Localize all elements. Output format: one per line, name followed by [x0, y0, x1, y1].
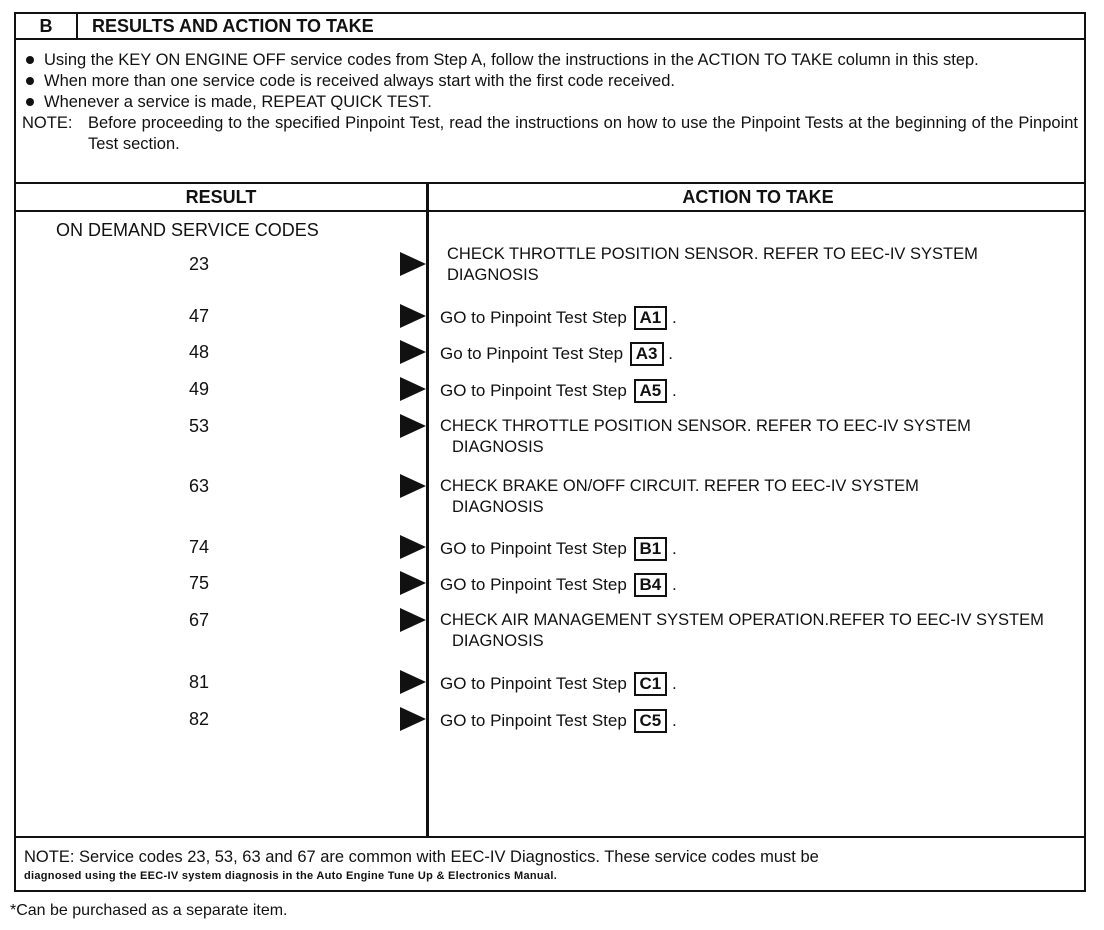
- action-prefix: GO to Pinpoint Test Step: [440, 381, 627, 400]
- instruction-bullet: Whenever a service is made, REPEAT QUICK TEST.: [22, 92, 1078, 113]
- instruction-bullet: When more than one service code is received always start with the first code received.: [22, 71, 1078, 92]
- pinpoint-step-ref[interactable]: C5: [634, 709, 668, 733]
- arrow-right-icon: [400, 670, 426, 694]
- results-table: [14, 12, 1086, 892]
- action-prefix: GO to Pinpoint Test Step: [440, 674, 627, 693]
- action-suffix: .: [672, 711, 677, 730]
- arrow-right-icon: [400, 414, 426, 438]
- action-text: [440, 537, 1080, 561]
- arrow-right-icon: [400, 707, 426, 731]
- bottom-note-line-2: diagnosed using the EEC-IV system diagnosis in the Auto Engine Tune Up & Electronics Manual.: [24, 870, 558, 882]
- table-header: [16, 14, 1084, 40]
- pinpoint-step-ref[interactable]: A5: [634, 379, 668, 403]
- arrow-right-icon: [400, 535, 426, 559]
- service-code: 75: [188, 573, 210, 593]
- action-line-1: CHECK AIR MANAGEMENT SYSTEM OPERATION.REFER TO EEC-IV SYSTEM: [440, 611, 1044, 629]
- pinpoint-step-ref[interactable]: C1: [634, 672, 668, 696]
- action-line-1: CHECK THROTTLE POSITION SENSOR. REFER TO EEC-IV SYSTEM: [447, 245, 978, 263]
- action-column-header: ACTION TO TAKE: [682, 187, 834, 207]
- service-code: 23: [188, 254, 210, 274]
- section-title: RESULTS AND ACTION TO TAKE: [92, 16, 374, 36]
- note-label: NOTE:: [22, 114, 73, 132]
- action-prefix: GO to Pinpoint Test Step: [440, 711, 627, 730]
- action-line-1: CHECK THROTTLE POSITION SENSOR. REFER TO EEC-IV SYSTEM: [440, 417, 971, 435]
- action-line-1: CHECK BRAKE ON/OFF CIRCUIT. REFER TO EEC-IV SYSTEM: [440, 477, 919, 495]
- service-code: 63: [188, 476, 210, 496]
- action-line-2: DIAGNOSIS: [447, 266, 539, 284]
- action-text: [440, 379, 1080, 403]
- note-text: Before proceeding to the specified Pinpoint Test, read the instructions on how to use the Pinpoint Tests at the beginning of the Pinpoint Test section.: [88, 114, 1078, 153]
- service-code: 48: [188, 342, 210, 362]
- service-code: 47: [188, 306, 210, 326]
- service-code: 67: [188, 610, 210, 630]
- action-line-2: DIAGNOSIS: [452, 632, 544, 650]
- action-text: [440, 342, 1080, 366]
- pinpoint-step-ref[interactable]: B4: [634, 573, 668, 597]
- table-body: [16, 212, 1084, 836]
- action-text: [440, 476, 1080, 518]
- action-text: [440, 416, 1080, 458]
- action-text: [440, 709, 1080, 733]
- arrow-right-icon: [400, 608, 426, 632]
- action-prefix: Go to Pinpoint Test Step: [440, 344, 624, 363]
- action-text: [440, 573, 1080, 597]
- action-text: [440, 672, 1080, 696]
- action-suffix: .: [672, 539, 677, 558]
- action-suffix: .: [672, 575, 677, 594]
- bottom-note: [16, 836, 1084, 890]
- action-text: [440, 306, 1080, 330]
- service-code: 74: [188, 537, 210, 557]
- action-suffix: .: [672, 308, 677, 327]
- pinpoint-step-ref[interactable]: A3: [630, 342, 664, 366]
- action-text: [440, 610, 1080, 652]
- service-code: 81: [188, 672, 210, 692]
- arrow-right-icon: [400, 377, 426, 401]
- arrow-right-icon: [400, 571, 426, 595]
- instruction-bullet: Using the KEY ON ENGINE OFF service codes from Step A, follow the instructions in the ACTION TO TAKE column in this step.: [22, 50, 1078, 71]
- pinpoint-step-ref[interactable]: B1: [634, 537, 668, 561]
- action-prefix: GO to Pinpoint Test Step: [440, 575, 627, 594]
- step-letter: B: [16, 14, 78, 38]
- column-headers: [16, 182, 1084, 212]
- pinpoint-step-ref[interactable]: A1: [634, 306, 668, 330]
- result-column-header: RESULT: [185, 187, 257, 207]
- action-suffix: .: [672, 674, 677, 693]
- action-line-2: DIAGNOSIS: [452, 498, 544, 516]
- arrow-right-icon: [400, 474, 426, 498]
- action-prefix: GO to Pinpoint Test Step: [440, 539, 627, 558]
- arrow-right-icon: [400, 304, 426, 328]
- action-prefix: GO to Pinpoint Test Step: [440, 308, 627, 327]
- action-text: [447, 244, 1087, 286]
- bottom-note-line-1: NOTE: Service codes 23, 53, 63 and 67 are common with EEC-IV Diagnostics. These service codes must be: [24, 848, 819, 866]
- action-suffix: .: [668, 344, 673, 363]
- on-demand-title: ON DEMAND SERVICE CODES: [56, 220, 319, 240]
- instruction-note: [22, 113, 1078, 155]
- action-suffix: .: [672, 381, 677, 400]
- arrow-right-icon: [400, 340, 426, 364]
- service-code: 53: [188, 416, 210, 436]
- service-code: 49: [188, 379, 210, 399]
- service-code: 82: [188, 709, 210, 729]
- footnote: *Can be purchased as a separate item.: [10, 902, 288, 919]
- arrow-right-icon: [400, 252, 426, 276]
- action-line-2: DIAGNOSIS: [452, 438, 544, 456]
- instructions: [22, 50, 1078, 155]
